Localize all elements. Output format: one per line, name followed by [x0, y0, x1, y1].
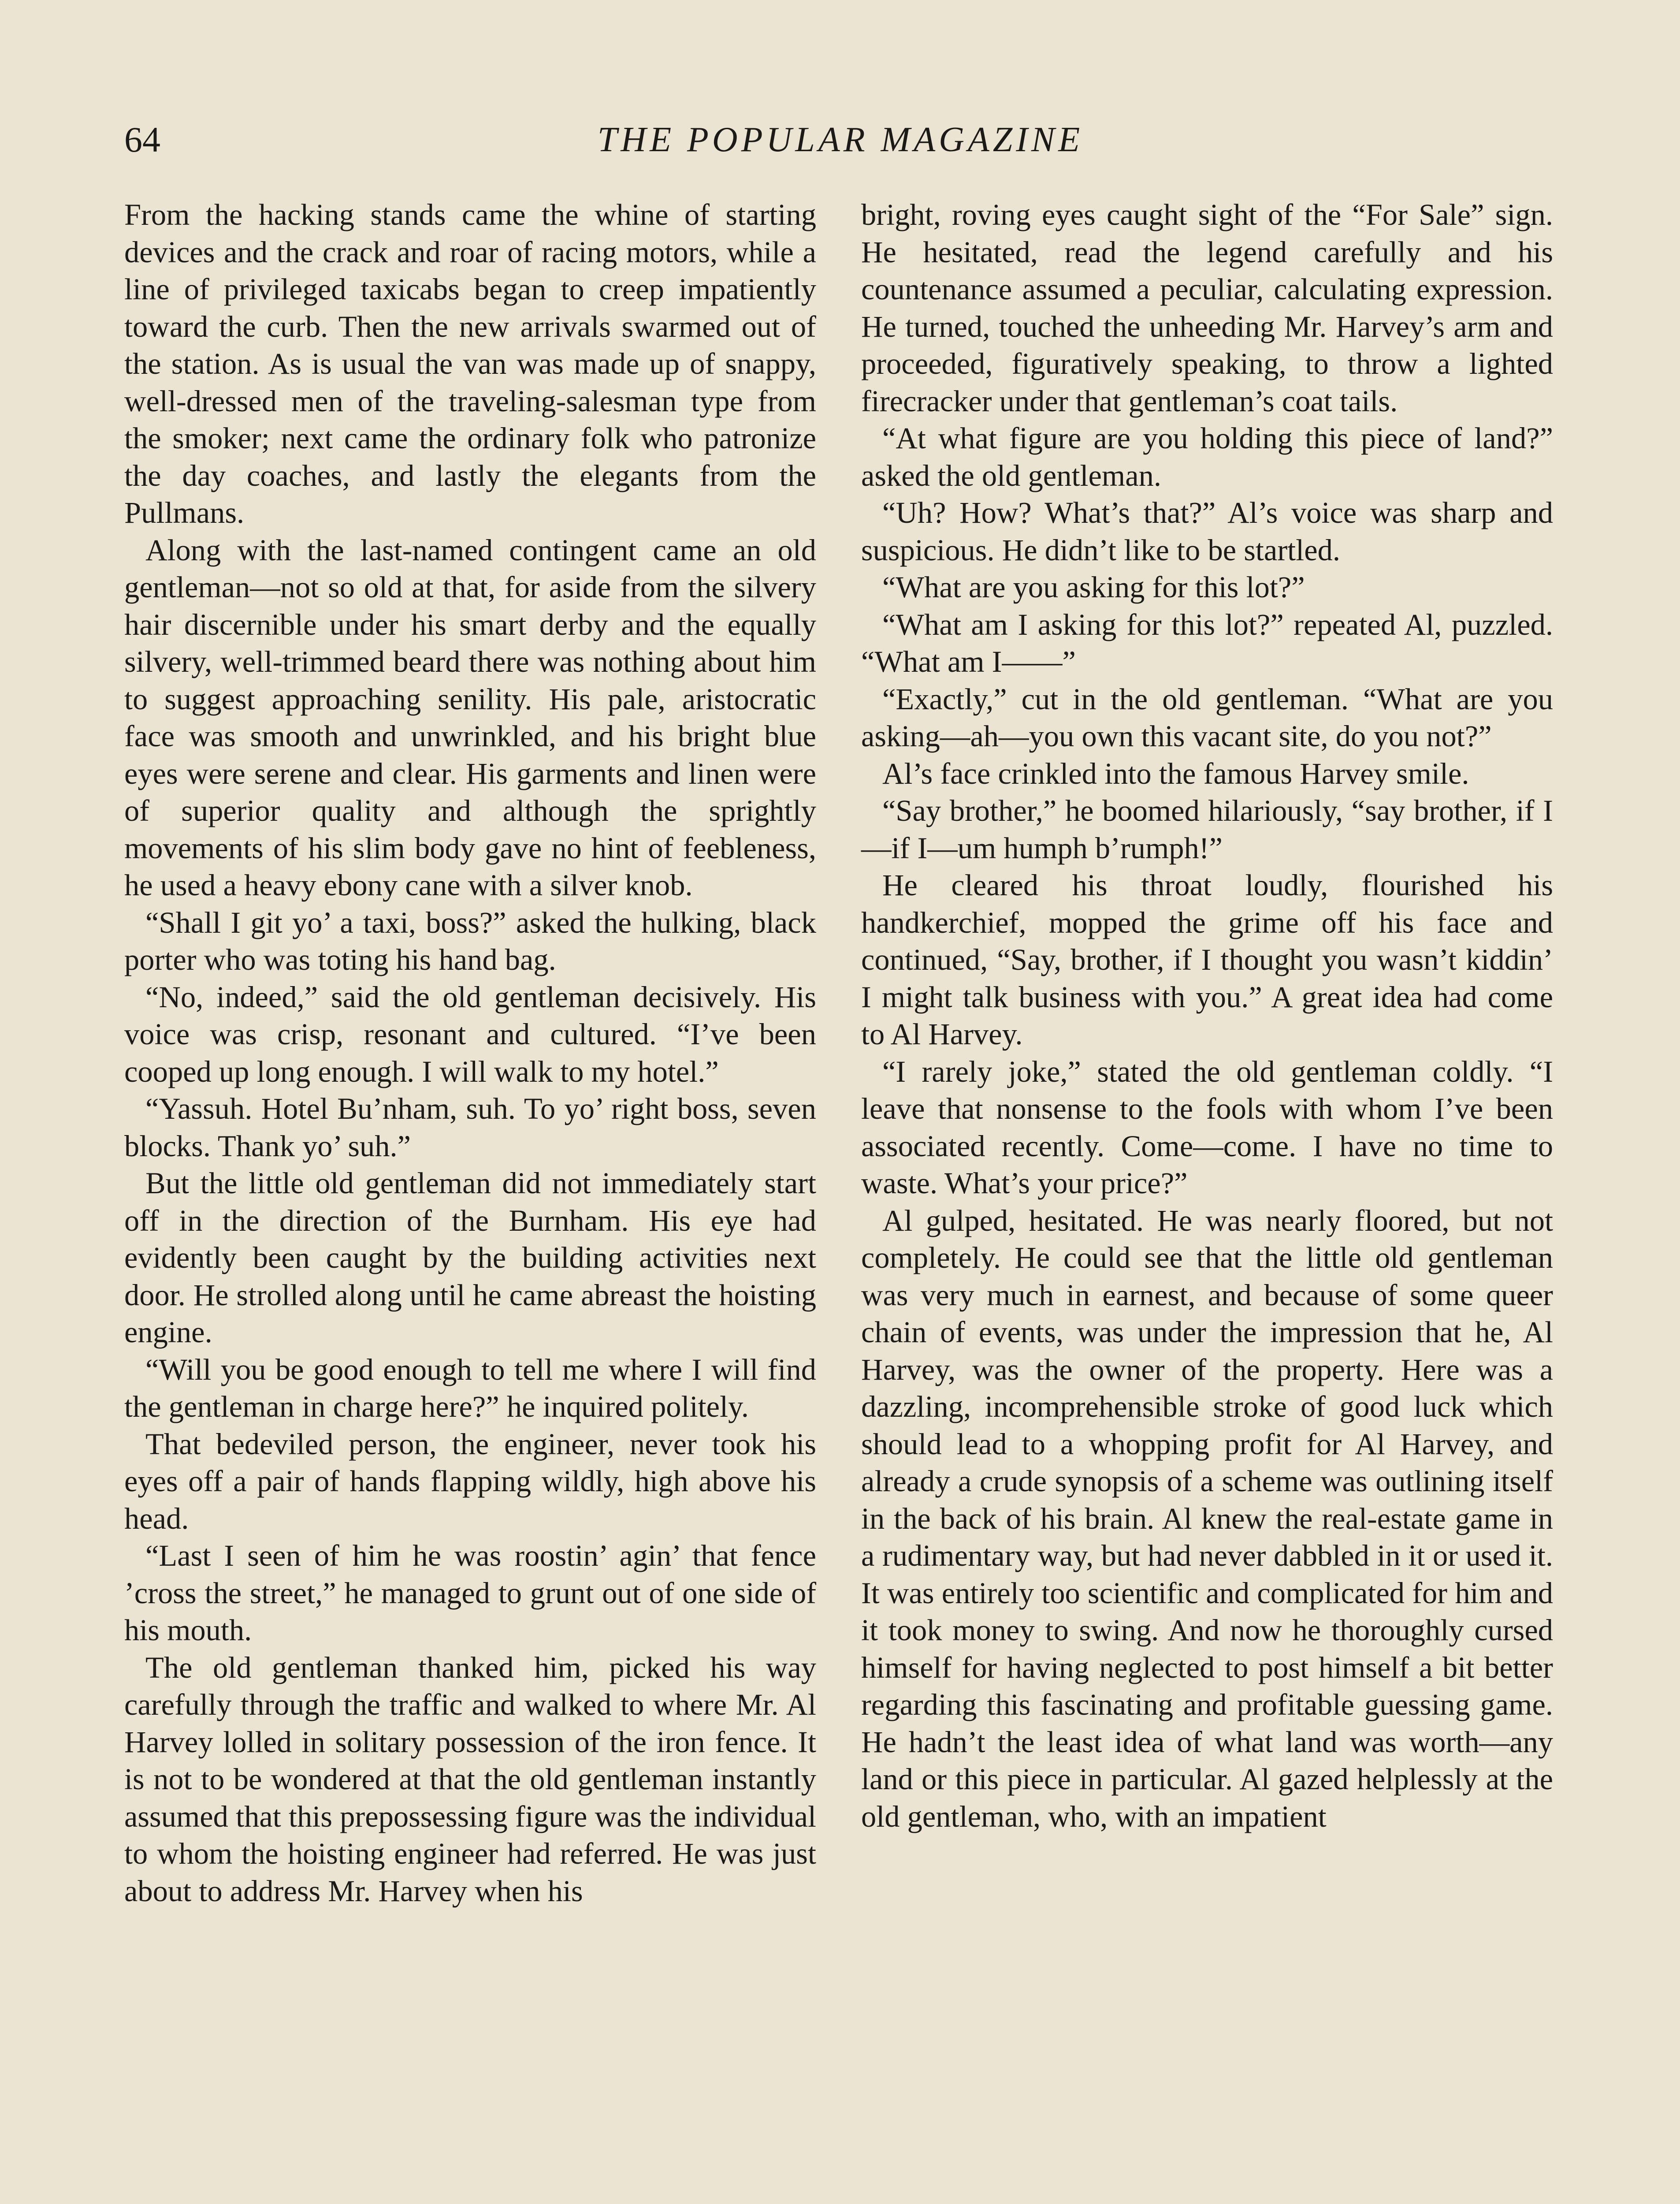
paragraph: The old gentleman thanked him, picked his way carefully through the traffic and walked to where Mr. Al Harvey lolled in solitary possession of the iron fence. It is not to be wondered at that the old gentleman instantly assumed that this prepossessing figure was the individual to whom the hoisting engineer had referred. He was just about to address Mr. Harvey when his — [124, 1650, 816, 1908]
paragraph: “Shall I git yo’ a taxi, boss?” asked the hulking, black porter who was toting his hand bag. — [124, 905, 816, 976]
paragraph: “I rarely joke,” stated the old gentleman coldly. “I leave that nonsense to the fools with whom I’ve been associated recently. Come—come. I have no time to waste. What’s your price?” — [861, 1054, 1553, 1200]
paragraph: “Exactly,” cut in the old gentleman. “What are you asking—ah—you own this vacant site, do you not?” — [861, 682, 1553, 753]
paragraph: “What am I asking for this lot?” repeated Al, puzzled. “What am I——” — [861, 607, 1553, 678]
paragraph: “Last I seen of him he was roostin’ agin’ that fence ’cross the street,” he managed to grunt out of one side of his mouth. — [124, 1539, 816, 1647]
paragraph: Along with the last-named contingent came an old gentleman—not so old at that, for aside from the silvery hair discernible under his smart derby and the equally silvery, well-trimmed beard there was nothing about him to suggest approaching senility. His pale, aristocratic face was smooth and unwrinkled, and his bright blue eyes were serene and clear. His garments and linen were of superior quality and although the sprightly movements of his slim body gave no hint of feebleness, he used a heavy ebony cane with a silver knob. — [124, 533, 816, 902]
paragraph: bright, roving eyes caught sight of the “For Sale” sign. He hesitated, read the legend carefully and his countenance assumed a peculiar, calculating expression. He turned, touched the unheeding Mr. Harvey’s arm and proceeded, figuratively speaking, to throw a lighted firecracker under that gentleman’s coat tails. — [861, 198, 1553, 418]
paragraph: Al’s face crinkled into the famous Harvey smile. — [882, 756, 1469, 790]
paragraph: “No, indeed,” said the old gentleman decisively. His voice was crisp, resonant and cultured. “I’ve been cooped up long enough. I will walk to my hotel.” — [124, 980, 816, 1088]
paragraph: From the hacking stands came the whine of starting devices and the crack and roar of racing motors, while a line of privileged taxicabs began to creep impatiently toward the curb. Then the new arrivals swarmed out of the station. As is usual the van was made up of snappy, well-dressed men of the traveling-salesman type from the smoker; next came the ordinary folk who patronize the day coaches, and lastly the elegants from the Pullmans. — [124, 198, 816, 529]
page-header — [124, 115, 1557, 177]
paragraph: That bedeviled person, the engineer, never took his eyes off a pair of hands flapping wildly, high above his head. — [124, 1427, 816, 1535]
paragraph: He cleared his throat loudly, flourished his handkerchief, mopped the grime off his face and continued, “Say, brother, if I thought you wasn’t kiddin’ I might talk business with you.” A great idea had come to Al Harvey. — [861, 868, 1553, 1051]
paragraph: “Uh? How? What’s that?” Al’s voice was sharp and suspicious. He didn’t like to be startled. — [861, 496, 1553, 567]
paragraph: “Say brother,” he boomed hilariously, “say brother, if I—if I—um humph b’rumph!” — [861, 794, 1553, 865]
paragraph: Al gulped, hesitated. He was nearly floored, but not completely. He could see that the little old gentleman was very much in earnest, and because of some queer chain of events, was under the impression that he, Al Harvey, was the owner of the property. Here was a dazzling, incomprehensible stroke of good luck which should lead to a whopping profit for Al Harvey, and already a crude synopsis of a scheme was outlining itself in the back of his brain. Al knew the real-estate game in a rudimentary way, but had never dabbled in it or used it. It was entirely too scientific and complicated for him and it took money to swing. And now he thoroughly cursed himself for having neglected to post himself a bit better regarding this fascinating and profitable guessing game. He hadn’t the least idea of what land was worth—any land or this piece in particular. Al gazed helplessly at the old gentleman, who, with an impatient — [861, 1203, 1553, 1833]
paragraph: But the little old gentleman did not immediately start off in the direction of the Burnham. His eye had evidently been caught by the building activities next door. He strolled along until he came abreast the hoisting engine. — [124, 1166, 816, 1349]
left-column — [124, 196, 816, 1910]
running-title: THE POPULAR MAGAZINE — [597, 120, 1084, 159]
right-column — [861, 196, 1553, 1835]
paragraph: “At what figure are you holding this piece of land?” asked the old gentleman. — [861, 421, 1553, 492]
page-number: 64 — [124, 119, 160, 160]
paragraph: “What are you asking for this lot?” — [882, 570, 1305, 604]
paragraph: “Yassuh. Hotel Bu’nham, suh. To yo’ right boss, seven blocks. Thank yo’ suh.” — [124, 1092, 816, 1163]
paragraph: “Will you be good enough to tell me where I will find the gentleman in charge here?” he inquired politely. — [124, 1352, 816, 1423]
